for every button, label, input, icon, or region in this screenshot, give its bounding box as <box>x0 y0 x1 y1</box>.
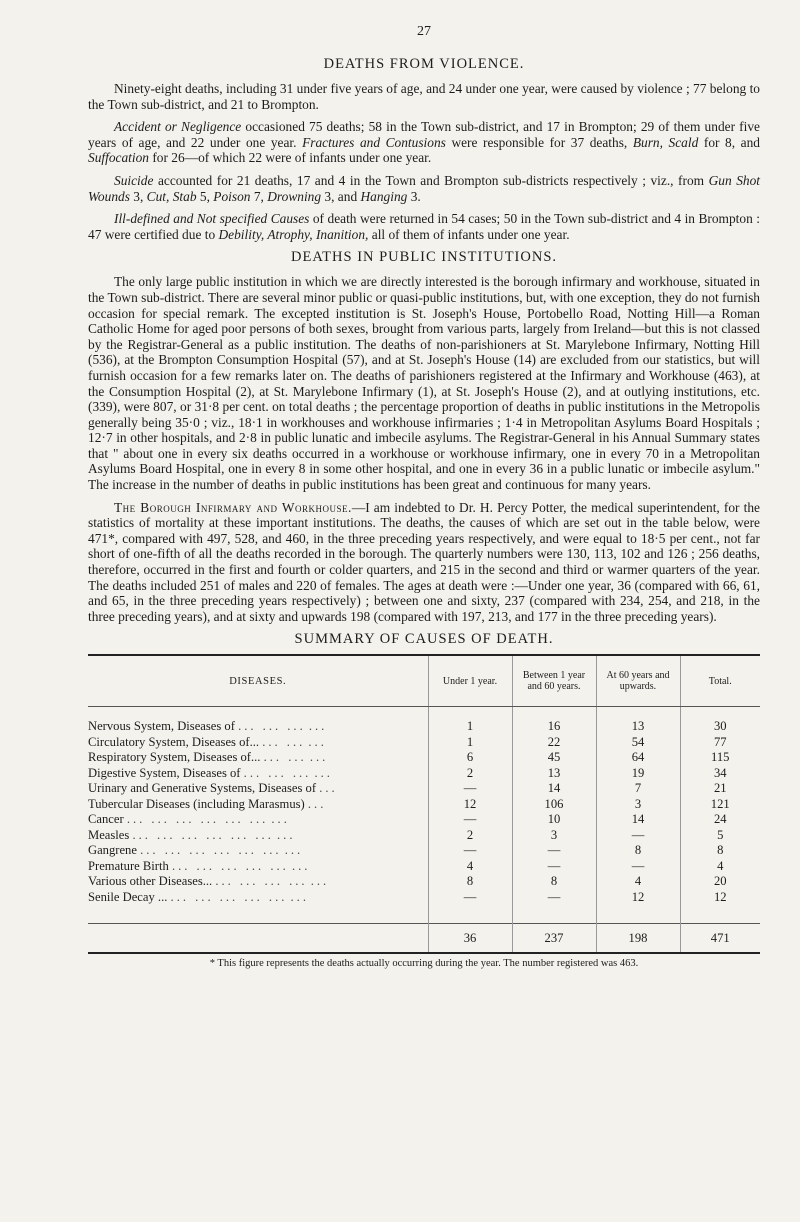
summary-table <box>88 654 760 954</box>
table-header-row <box>88 655 760 707</box>
total-value: 34 <box>680 766 760 782</box>
header-60-and-upwards: At 60 years and upwards. <box>596 655 680 707</box>
over-60-value: — <box>596 828 680 844</box>
disease-name: Cancer ... ... ... ... ... ... ... <box>88 812 290 827</box>
between-value: 8 <box>512 874 596 890</box>
under-1-value: — <box>428 812 512 828</box>
disease-name: Circulatory System, Diseases of... ... ... ... <box>88 734 327 749</box>
over-60-value: 7 <box>596 781 680 797</box>
total-label <box>88 924 428 954</box>
paragraph-ill-defined: Ill-defined and Not specified Causes of death were returned in 54 cases; 50 in the Town sub-district and 4 in Brompton : 47 were certified due to Debility, Atrophy, Inanition, all of them of infants under one year. <box>88 211 760 242</box>
total-over-60: 198 <box>596 924 680 954</box>
under-1-value: 4 <box>428 859 512 875</box>
total-value: 8 <box>680 843 760 859</box>
under-1-value: 6 <box>428 750 512 766</box>
total-under-1: 36 <box>428 924 512 954</box>
over-60-value: 13 <box>596 719 680 735</box>
table-row <box>88 781 760 797</box>
under-1-value: 2 <box>428 828 512 844</box>
header-diseases: DISEASES. <box>88 655 428 707</box>
disease-name: Premature Birth ... ... ... ... ... ... <box>88 858 311 873</box>
table-row <box>88 859 760 875</box>
table-row <box>88 874 760 890</box>
between-value: 13 <box>512 766 596 782</box>
disease-name: Gangrene ... ... ... ... ... ... ... <box>88 843 304 858</box>
between-value: — <box>512 843 596 859</box>
over-60-value: 64 <box>596 750 680 766</box>
header-between-1-and-60: Between 1 year and 60 years. <box>512 655 596 707</box>
page-number: 27 <box>417 24 431 39</box>
over-60-value: 19 <box>596 766 680 782</box>
disease-name: Nervous System, Diseases of ... ... ... ... <box>88 719 328 734</box>
table-title: SUMMARY OF CAUSES OF DEATH. <box>294 631 554 648</box>
between-value: 10 <box>512 812 596 828</box>
table-row <box>88 812 760 828</box>
table-row <box>88 890 760 906</box>
total-value: 4 <box>680 859 760 875</box>
total-value: 20 <box>680 874 760 890</box>
over-60-value: 3 <box>596 797 680 813</box>
under-1-value: 1 <box>428 719 512 735</box>
heading-deaths-in-public-institutions: DEATHS IN PUBLIC INSTITUTIONS. <box>290 249 558 266</box>
table-row <box>88 735 760 751</box>
disease-name: Digestive System, Diseases of ... ... ... ... <box>88 765 333 780</box>
over-60-value: 8 <box>596 843 680 859</box>
table-row <box>88 843 760 859</box>
total-value: 5 <box>680 828 760 844</box>
disease-name: Tubercular Diseases (including Marasmus) ... <box>88 796 327 811</box>
header-total: Total. <box>680 655 760 707</box>
under-1-value: — <box>428 781 512 797</box>
total-value: 115 <box>680 750 760 766</box>
total-value: 12 <box>680 890 760 906</box>
table-footnote: * This figure represents the deaths actually occurring during the year. The number registered was 463. <box>209 958 639 970</box>
over-60-value: 4 <box>596 874 680 890</box>
paragraph-accident: Accident or Negligence occasioned 75 deaths; 58 in the Town sub-district, and 17 in Brompton; 29 of them under five years of age, and 22 under one year. Fractures and Contusions were responsible for 37 deaths, Burn, Scald for 8, and Suffocation for 26—of which 22 were of infants under one year. <box>88 119 760 166</box>
table-row <box>88 797 760 813</box>
under-1-value: — <box>428 843 512 859</box>
disease-name: Senile Decay ... ... ... ... ... ... ... <box>88 889 309 904</box>
between-value: 22 <box>512 735 596 751</box>
disease-name: Respiratory System, Diseases of... ... ... ... <box>88 750 329 765</box>
between-value: 3 <box>512 828 596 844</box>
table-total-row <box>88 924 760 954</box>
between-value: 45 <box>512 750 596 766</box>
under-1-value: 1 <box>428 735 512 751</box>
between-value: — <box>512 890 596 906</box>
total-value: 24 <box>680 812 760 828</box>
between-value: 106 <box>512 797 596 813</box>
paragraph-borough-infirmary: The Borough Infirmary and Workhouse.—I am indebted to Dr. H. Percy Potter, the medical superintendent, for the statistics of mortality at these important institutions. The deaths, the causes of which are set out in the table below, were 471*, compared with 497, 528, and 460, in the three preceding years respectively, and were equal to 18·5 per cent., not far short of one-fifth of all the deaths recorded in the borough. The quarterly numbers were 130, 113, 102 and 126 ; 256 deaths, therefore, occurred in the first and fourth or colder quarters, and 215 in the second and third or warmer quarters of the year. The deaths included 251 of males and 220 of females. The ages at death were :—Under one year, 36 (compared with 66, 61, and 65, in the three preceding years respectively) ; between one and sixty, 237 (compared with 234, 254, and 218, in the three preceding years), and at sixty and upwards 198 (compared with 197, 213, and 177 in the three preceding years). <box>88 499 760 624</box>
total-value: 21 <box>680 781 760 797</box>
over-60-value: — <box>596 859 680 875</box>
document-page <box>88 24 760 969</box>
between-value: — <box>512 859 596 875</box>
disease-name: Various other Diseases... ... ... ... ... ... <box>88 874 330 889</box>
disease-name: Urinary and Generative Systems, Diseases of ... <box>88 781 338 796</box>
over-60-value: 54 <box>596 735 680 751</box>
paragraph-violence-summary: Ninety-eight deaths, including 31 under five years of age, and 24 under one year, were caused by violence ; 77 belong to the Town sub-district, and 21 to Brompton. <box>88 81 760 112</box>
paragraph-suicide: Suicide accounted for 21 deaths, 17 and 4 in the Town and Brompton sub-districts respectively ; viz., from Gun Shot Wounds 3, Cut, Stab 5, Poison 7, Drowning 3, and Hanging 3. <box>88 172 761 204</box>
table-row <box>88 828 760 844</box>
between-value: 16 <box>512 719 596 735</box>
table-row <box>88 719 760 735</box>
table-row <box>88 766 760 782</box>
under-1-value: 12 <box>428 797 512 813</box>
under-1-value: 8 <box>428 874 512 890</box>
total-value: 30 <box>680 719 760 735</box>
total-value: 77 <box>680 735 760 751</box>
header-under-1-year: Under 1 year. <box>428 655 512 707</box>
over-60-value: 12 <box>596 890 680 906</box>
heading-deaths-from-violence: DEATHS FROM VIOLENCE. <box>323 56 525 72</box>
under-1-value: — <box>428 890 512 906</box>
over-60-value: 14 <box>596 812 680 828</box>
total-value: 121 <box>680 797 760 813</box>
grand-total: 471 <box>680 924 760 954</box>
under-1-value: 2 <box>428 766 512 782</box>
table-row <box>88 750 760 766</box>
between-value: 14 <box>512 781 596 797</box>
disease-name: Measles ... ... ... ... ... ... ... <box>88 827 296 842</box>
paragraph-public-institutions: The only large public institution in which we are directly interested is the borough infirmary and workhouse, situated in the Town sub-district. There are several minor public or quasi-public institutions, but, with one exception, they do not furnish occasion for special remark. The excepted institution is St. Joseph's House, Portobello Road, Notting Hill—a Roman Catholic Home for aged poor persons of both sexes, brought from various parts, largely from Ireland—but this is not classed by the Registrar-General as a public institution. The deaths of non-parishioners at St. Marylebone Infirmary, Notting Hill (536), at the Brompton Consumption Hospital (57), and at St. Joseph's House (14) are excluded from our statistics, but will furnish occasion for a few remarks later on. The deaths of parishioners registered at the Infirmary and Workhouse (463), at the Consumption Hospital (2), at St. Marylebone Infirmary (1), at St. Joseph's House (2), and at outlying institutions, etc. (339), were 807, or 31·8 per cent. on total deaths ; the percentage proportion of deaths in public institutions in the Metropolis generally being 35·0 ; viz., 18·1 in workhouses and workhouse infirmaries ; 1·4 in Metropolitan Asylums Board Hospitals ; 12·7 in other hospitals, and 2·8 in public lunatic and imbecile asylums. The Registrar-General in his Annual Summary states that " about one in every six deaths occurred in a workhouse or workhouse infirmary, one in every 70 in a Metropolitan Asylums Board Hospital, one in every 8 in some other hospital, and one in every 36 in a public lunatic or imbecile asylum." The increase in the number of deaths in public institutions has been great and continuous for many years. <box>88 274 760 493</box>
total-between: 237 <box>512 924 596 954</box>
